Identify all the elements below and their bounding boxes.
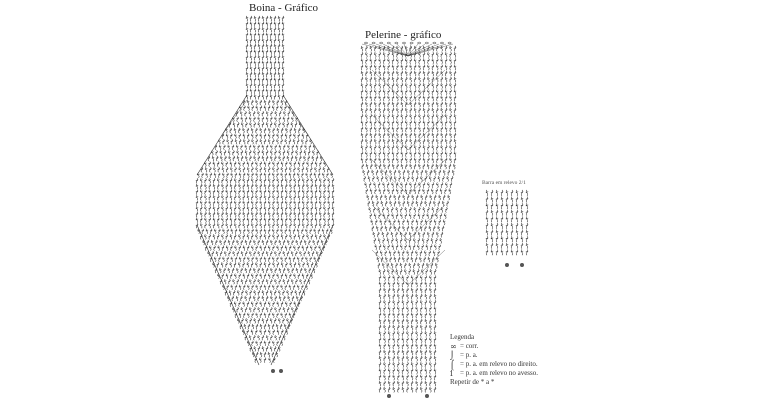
stitch-symbol bbox=[501, 230, 503, 236]
stitch-symbol bbox=[521, 243, 523, 249]
stitch-symbol bbox=[501, 249, 503, 255]
stitch-symbol bbox=[516, 236, 518, 242]
stitch-symbol bbox=[516, 190, 518, 196]
stitch-symbol bbox=[486, 190, 488, 196]
stitch-symbol bbox=[486, 197, 488, 203]
stitch-symbol bbox=[506, 216, 508, 222]
legend-item-double-crochet bbox=[450, 351, 538, 360]
stitch-symbol bbox=[526, 190, 528, 196]
stitch-symbol bbox=[501, 223, 503, 229]
stitch-symbol bbox=[496, 223, 498, 229]
stitch-symbol bbox=[506, 249, 508, 255]
stitch-symbol bbox=[491, 230, 493, 236]
back-post-symbol: ſ bbox=[450, 369, 453, 378]
stitch-symbol bbox=[526, 243, 528, 249]
stitch-symbol bbox=[491, 203, 493, 209]
stitch-symbol bbox=[521, 190, 523, 196]
stitch-symbol bbox=[501, 236, 503, 242]
stitch-symbol bbox=[501, 210, 503, 216]
stitch-symbol bbox=[486, 236, 488, 242]
stitch-symbol bbox=[526, 230, 528, 236]
legend-item-label: = p. a. bbox=[460, 351, 478, 359]
stitch-symbol bbox=[511, 236, 513, 242]
stitch-symbol bbox=[511, 190, 513, 196]
stitch-symbol bbox=[516, 223, 518, 229]
stitch-symbol bbox=[496, 236, 498, 242]
legend-heading: Legenda bbox=[450, 333, 475, 341]
stitch-symbol bbox=[506, 210, 508, 216]
stitch-symbol bbox=[511, 243, 513, 249]
stitch-symbol bbox=[486, 216, 488, 222]
stitch-symbol bbox=[521, 236, 523, 242]
stitch-symbol bbox=[496, 190, 498, 196]
stitch-symbol bbox=[521, 216, 523, 222]
stitch-symbol bbox=[521, 197, 523, 203]
stitch-symbol bbox=[486, 249, 488, 255]
stitch-symbol bbox=[511, 216, 513, 222]
boina-chart-title: Boina - Gráfico bbox=[249, 2, 319, 14]
stitch-symbol bbox=[486, 223, 488, 229]
stitch-symbol bbox=[521, 210, 523, 216]
stitch-symbol bbox=[501, 243, 503, 249]
stitch-symbol bbox=[491, 249, 493, 255]
stitch-symbol bbox=[516, 243, 518, 249]
legend-item-label: = p. a. em relevo no direito. bbox=[460, 360, 538, 368]
stitch-symbol bbox=[516, 249, 518, 255]
stitch-symbol bbox=[491, 236, 493, 242]
stitch-symbol bbox=[511, 203, 513, 209]
stitch-symbol bbox=[506, 230, 508, 236]
stitch-symbol bbox=[486, 210, 488, 216]
legend-item-front-post bbox=[450, 360, 538, 369]
double-crochet-symbol: ⌡ bbox=[450, 351, 455, 360]
start-ring-marker bbox=[520, 263, 524, 267]
stitch-symbol bbox=[496, 243, 498, 249]
legend-item-label: = p. a. em relevo no avesso. bbox=[460, 369, 539, 377]
stitch-symbol bbox=[491, 190, 493, 196]
stitch-symbol bbox=[516, 230, 518, 236]
legend bbox=[450, 333, 538, 387]
barra-chart-title: Barra em relevo 2/1 bbox=[482, 180, 526, 186]
stitch-symbol bbox=[496, 197, 498, 203]
stitch-symbol bbox=[511, 197, 513, 203]
stitch-symbol bbox=[526, 197, 528, 203]
chain-stitch-symbol: ∞ bbox=[450, 342, 457, 351]
stitch-symbol bbox=[506, 190, 508, 196]
stitch-symbol bbox=[526, 236, 528, 242]
stitch-symbol bbox=[491, 216, 493, 222]
stitch-symbol bbox=[506, 243, 508, 249]
stitch-symbol bbox=[521, 230, 523, 236]
legend-repeat-note: Repetir de * a * bbox=[450, 378, 495, 386]
stitch-symbol bbox=[511, 223, 513, 229]
stitch-symbol bbox=[491, 223, 493, 229]
stitch-symbol bbox=[496, 203, 498, 209]
stitch-symbol bbox=[516, 216, 518, 222]
stitch-symbol bbox=[526, 210, 528, 216]
legend-item-chain bbox=[450, 342, 538, 351]
start-ring-marker bbox=[505, 263, 509, 267]
stitch-symbol bbox=[496, 249, 498, 255]
stitch-symbol bbox=[516, 197, 518, 203]
stitch-symbol bbox=[521, 203, 523, 209]
stitch-symbol bbox=[496, 210, 498, 216]
stitch-symbol bbox=[506, 236, 508, 242]
front-post-symbol: ⌠ bbox=[450, 360, 455, 369]
stitch-symbol bbox=[486, 243, 488, 249]
stitch-symbol bbox=[491, 197, 493, 203]
stitch-symbol bbox=[501, 216, 503, 222]
stitch-symbol bbox=[511, 249, 513, 255]
stitch-symbol bbox=[521, 223, 523, 229]
stitch-symbol bbox=[526, 223, 528, 229]
stitch-symbol bbox=[521, 249, 523, 255]
stitch-symbol bbox=[501, 197, 503, 203]
stitch-symbol bbox=[496, 216, 498, 222]
stitch-symbol bbox=[511, 210, 513, 216]
stitch-symbol bbox=[511, 230, 513, 236]
stitch-symbol bbox=[526, 249, 528, 255]
stitch-symbol bbox=[506, 197, 508, 203]
stitch-symbol bbox=[486, 230, 488, 236]
stitch-symbol bbox=[526, 216, 528, 222]
legend-item-back-post bbox=[450, 369, 538, 378]
stitch-symbol bbox=[506, 203, 508, 209]
stitch-symbol bbox=[486, 203, 488, 209]
stitch-symbol bbox=[506, 223, 508, 229]
stitch-symbol bbox=[516, 203, 518, 209]
pelerine-chart-title: Pelerine - gráfico bbox=[365, 29, 442, 41]
stitch-symbol bbox=[501, 203, 503, 209]
stitch-symbol bbox=[491, 243, 493, 249]
stitch-symbol bbox=[501, 190, 503, 196]
stitch-symbol bbox=[496, 230, 498, 236]
legend-item-label: = corr. bbox=[460, 342, 479, 350]
stitch-symbol bbox=[526, 203, 528, 209]
stitch-symbol bbox=[516, 210, 518, 216]
stitch-symbol bbox=[491, 210, 493, 216]
